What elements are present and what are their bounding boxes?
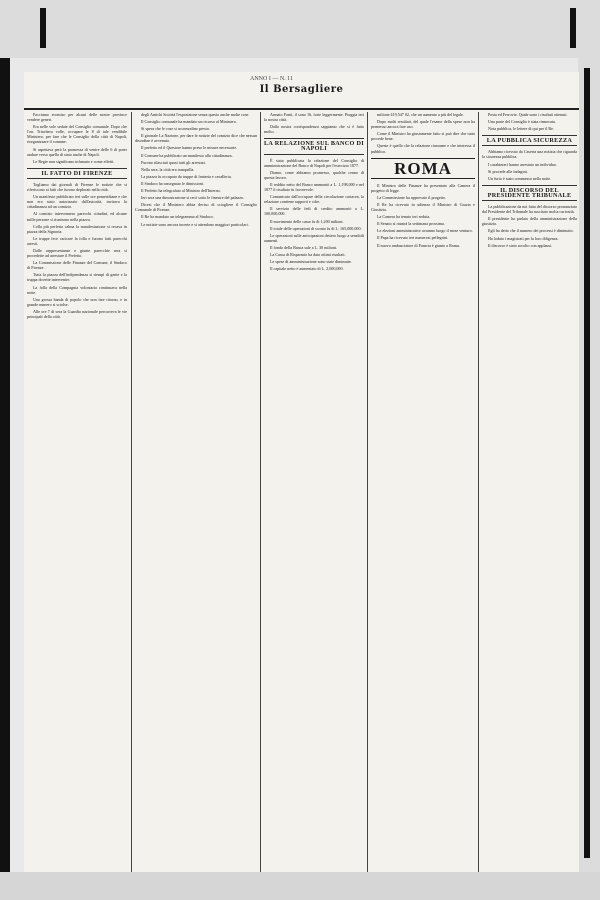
- article-heading: LA RELAZIONE SUL BANCO DI NAPOLI: [264, 138, 364, 154]
- paragraph: Comunicato dall'occupare della circolazione cartacea, la relazione contiene rapporti e cifre.: [264, 194, 364, 205]
- columns: [24, 112, 579, 872]
- paragraph: Il Prefetto ha telegrafato al Ministro dell'Interno.: [141, 188, 221, 194]
- paragraph: Ha lodato i magistrati per la loro diligenza.: [488, 235, 559, 241]
- paragraph: Era nelle sole sedute del Consiglio comunale. Dopo che l'on. Trinchera volle, occupare le 8 di tale vendibile Ministero, per fare che le Consiglio della città di Napoli, riorganizzare il comune.: [27, 124, 127, 145]
- paragraph: Il Comune ha pubblicato un manifesto alla cittadinanza.: [141, 152, 233, 158]
- paragraph: Il Re ha mandato un telegramma al Sindaco.: [141, 214, 214, 220]
- paragraph: Alle ore 7 di sera la Guardia nazionale percorreva le vie principali della città.: [27, 308, 127, 319]
- paragraph: Un furto è stato commesso nella notte.: [488, 175, 552, 181]
- film-hole: [40, 8, 46, 48]
- paragraph: Il capitale netto è aumentato di L. 2,000,000.: [270, 266, 344, 272]
- film-strip-top: [0, 0, 600, 58]
- paragraph: Il prefetto ed il Questore hanno preso le misure necessarie.: [141, 145, 238, 151]
- film-edge-left: [0, 58, 10, 872]
- paragraph: Il reddito netto del Banco ammontò a L. 1,198,000 e nel 1877 il risultato fu favorevole.: [264, 181, 364, 193]
- article-heading: IL FATTO DI FIRENZE: [27, 168, 127, 179]
- paragraph: La Commissione delle Finanze del Comune, il Sindaco di Firenze.: [27, 260, 127, 271]
- paragraph: Una grossa banda di popolo che non fare ritorno, e in grande numero si sciolse.: [27, 296, 127, 307]
- paragraph: La pubblicazione da noi fatta del discorso pronunziato dal Presidente del Tribunale ha suscitato molta curiosità.: [482, 204, 578, 215]
- paragraph: Diamo, come abbiamo promesso, qualche cenno di questa lavoro.: [264, 169, 364, 180]
- paragraph: Le Regie non significano infamato e come effetti.: [33, 158, 115, 164]
- newspaper-page: [24, 72, 579, 872]
- column-4: [367, 112, 478, 872]
- paragraph: Furono rilasciati quasi tutti gli arrestati.: [141, 159, 206, 165]
- paragraph: Le spese di amministrazione sono state diminuite.: [270, 259, 352, 265]
- paragraph: Dicesi che il Ministero abbia deciso di sciogliere il Consiglio Comunale di Firenze.: [135, 202, 257, 213]
- film-edge-right: [578, 58, 600, 872]
- paragraph: La piazza fu occupata da truppe di fanteria e cavalleria.: [141, 173, 232, 179]
- paragraph: Il totale delle operazioni di sconto fu di L. 165,000,000.: [270, 225, 362, 231]
- paragraph: Il discorso è stato accolto con applausi.: [488, 242, 553, 248]
- paragraph: Togliamo dai giornali di Firenze le notizie che si riferiscono ai fatti che furono deplorati nella città.: [27, 181, 127, 193]
- paragraph: degli Antichi Società l'esposizione senza questo anche molte cose.: [141, 112, 250, 117]
- paragraph: Il fondo della Banca sale a L. 30 milioni.: [270, 244, 338, 250]
- column-1: [24, 112, 130, 872]
- paragraph: Un manifesto pubblicato ieri sulle ore pomeridiane e che non era stato autorizzato dall'autorità, invitava la cittadinanza ad un comizio.: [27, 194, 127, 210]
- paragraph: Egli ha detto che il numero dei processi è diminuito.: [488, 228, 574, 234]
- masthead: [24, 72, 579, 110]
- paragraph: Le operazioni sulle anticipazioni dettero luogo a sensibili aumenti.: [264, 232, 364, 243]
- column-3: [260, 112, 367, 872]
- paragraph: Posta ed Ferrovie. Quale sono i risultati ottenuti.: [488, 112, 568, 117]
- paragraph: Nota pubblica, le lettere di qui per il Re.: [488, 126, 554, 132]
- paragraph: Una parte del Consiglio è stata rinnovata.: [488, 119, 556, 125]
- paragraph: La Cassa di Risparmio ha dato ottimi risultati.: [270, 251, 346, 257]
- paragraph: La folla della Compagnia volontaria continuava nella notte.: [27, 284, 127, 295]
- paragraph: Le elezioni amministrative avranno luogo il mese venturo.: [377, 228, 473, 234]
- paragraph: Il movimento delle casse fu di 1,200 milioni.: [270, 218, 344, 224]
- paragraph: Dalle rappresentanze e giunte parecchie sera si procedette ad arrestare il Prefetto.: [27, 247, 127, 259]
- paragraph: Le truppe fece caricare la folla e furono fatti parecchi arresti.: [27, 235, 127, 246]
- paragraph: La Commissione ha approvato il progetto.: [377, 194, 447, 200]
- paragraph: Nella sera, la città era tranquilla.: [141, 166, 195, 172]
- paragraph: Il giornale La Nazione, per dare le notizie del comizio dice che nessun disordine è avvenuto.: [135, 133, 257, 144]
- paragraph: Il servizio delle fedi di credito ammontò a L. 100,000,000.: [264, 206, 364, 217]
- paragraph: Il Papa ha ricevuto ieri numerosi pellegrini.: [377, 235, 449, 241]
- paragraph: Tutta la piazza dell'indipendenza si riempì di gente e la truppa dovette intervenire.: [27, 272, 127, 283]
- paragraph: Dopo molti resultati, del quale l'esame della spese non ha permesso ancora fare uso.: [371, 119, 475, 130]
- paragraph: Le notizie sono ancora incerte e si attendono maggiori particolari.: [141, 221, 249, 227]
- paragraph: Il Re ha ricevuto in udienza il Ministro di Grazia e Giustizia.: [371, 201, 475, 213]
- paragraph: Il Ministro delle Finanze ha presentato alla Camera il progetto di legge.: [371, 182, 475, 193]
- paragraph: Al comizio intervennero parecchi cittadini, ed alcune mille persone si riunirono nella piazza.: [27, 211, 127, 222]
- column-2: [131, 112, 260, 872]
- film-hole: [570, 8, 576, 48]
- paragraph: Il Senato si riunirà la settimana prossima.: [377, 221, 445, 227]
- paragraph: La Camera ha tenuto ieri seduta.: [377, 214, 431, 220]
- paragraph: Si spera che le cose si accomodino presto.: [141, 126, 210, 132]
- film-strip-bottom: [0, 872, 600, 900]
- paragraph: Il Consiglio comunale ha mandato un ricorso al Ministero.: [141, 119, 237, 125]
- section-title-roma: ROMA: [371, 158, 475, 179]
- article-heading: IL DISCORSO DEL PRESIDENTE TRIBUNALE: [482, 185, 577, 201]
- film-bar: [584, 68, 590, 858]
- paragraph: I carabinieri hanno arrestato un individuo.: [488, 161, 557, 167]
- paragraph: Armato Fonti, il sono 16, forte leggermente. Pioggia ieri la nostra città.: [264, 112, 364, 123]
- paragraph: Queste è quello che la relazione riassume e che interessa il pubblico.: [371, 143, 475, 154]
- paragraph: Come il Ministro ha giustamente fatto si può dire che tutto procede bene.: [371, 131, 475, 142]
- issue-stamp: ANNO I — N. 11: [250, 76, 293, 82]
- paragraph: Abbiamo ricevuto da Caserta una notizia che riguarda la sicurezza pubblica.: [482, 149, 577, 160]
- paragraph: Il nuovo ambasciatore di Francia è giunto a Roma.: [377, 242, 460, 248]
- article-heading: LA PUBBLICA SICUREZZA: [482, 135, 577, 146]
- paragraph: Il presidente ha parlato della amministrazione della giustizia.: [482, 216, 577, 227]
- paragraph: Colla più perfetta calma la manifestazione si recava in piazza della Signoria.: [27, 223, 127, 234]
- col1-intro: [24, 112, 130, 164]
- paragraph: È stata pubblicata la relazione del Consiglio di amministrazione del Banco di Napoli per l'esercizio 1877.: [264, 157, 364, 168]
- paragraph: Si aspettava però la promessa di venire delle 6 di poter andare verso quella di stato anche di Napoli.: [27, 146, 127, 157]
- column-5: [478, 112, 579, 872]
- paragraph: Ieri sera una dimostrazione si recò sotto le finestre del palazzo.: [141, 195, 245, 201]
- paper-title: Il Bersagliere: [259, 84, 344, 95]
- paragraph: Si procede alle indagini.: [488, 168, 528, 174]
- paragraph: Il Sindaco ha rassegnato le dimissioni.: [141, 180, 204, 186]
- paragraph: milione 419,547 02, che un aumento a più del legale.: [377, 112, 464, 117]
- paragraph: Dalla nostra corrispondenza sappiamo che si è fatto molto.: [264, 124, 364, 135]
- paragraph: Facciamo ecomiso per alcuni delle nostre province vendere generi.: [27, 112, 127, 123]
